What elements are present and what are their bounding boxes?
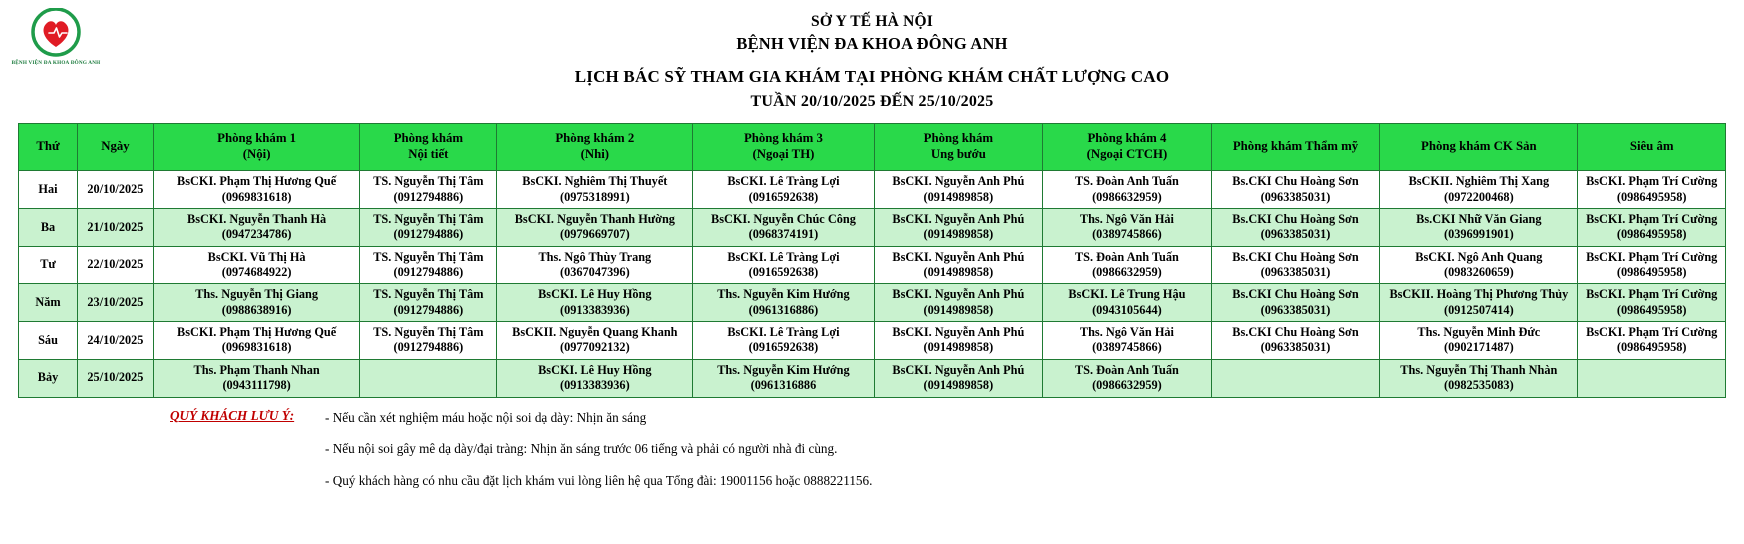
doctor-name: TS. Nguyễn Thị Tâm <box>373 174 484 189</box>
column-header-line2: (Ngoại CTCH) <box>1086 147 1168 162</box>
doctor-phone: (0986495958) <box>1616 227 1687 242</box>
note-line-1: - Nếu cần xét nghiệm máu hoặc nội soi dạ dày: Nhịn ăn sáng <box>325 409 647 425</box>
cell-doctor <box>1578 284 1726 322</box>
cell-weekday: Sáu <box>19 322 78 360</box>
doctor-phone: (0986495958) <box>1616 189 1687 204</box>
doctor-name: BsCKI. Nguyễn Thanh Hường <box>514 211 675 226</box>
column-header-line1: Phòng khám Thẩm mỹ <box>1232 139 1359 154</box>
doctor-name: Bs.CKI Nhữ Văn Giang <box>1416 211 1542 226</box>
doctor-phone: (0968374191) <box>748 227 819 242</box>
doctor-name: Bs.CKI Chu Hoàng Sơn <box>1232 249 1359 264</box>
cell-weekday: Bảy <box>19 359 78 397</box>
doctor-name: BsCKI. Phạm Trí Cường <box>1586 249 1718 264</box>
cell-weekday: Ba <box>19 208 78 246</box>
doctor-phone: (0916592638) <box>748 340 819 355</box>
table-row <box>19 208 1726 246</box>
cell-empty <box>360 359 497 397</box>
doctor-phone: (0977092132) <box>559 340 630 355</box>
column-header-phong-kham-4 <box>1043 124 1212 171</box>
doctor-phone: (0914989858) <box>923 189 994 204</box>
column-header-line1: Ngày <box>101 139 130 154</box>
cell-doctor <box>153 171 360 209</box>
doctor-name: Ths. Nguyễn Thị Giang <box>195 287 319 302</box>
page-subtitle: TUẦN 20/10/2025 ĐẾN 25/10/2025 <box>750 93 994 111</box>
cell-doctor <box>497 284 693 322</box>
cell-doctor <box>1380 359 1578 397</box>
doctor-phone: (0969831618) <box>221 189 292 204</box>
cell-doctor <box>497 208 693 246</box>
doctor-phone: (0986632959) <box>1092 189 1162 204</box>
cell-doctor <box>360 322 497 360</box>
doctor-name: BsCKI. Lê Tràng Lợi <box>727 249 840 264</box>
doctor-name: TS. Nguyễn Thị Tâm <box>373 325 484 340</box>
schedule-table-wrap <box>18 123 1726 397</box>
doctor-phone: (0982535083) <box>1444 378 1514 393</box>
doctor-phone: (0975318991) <box>559 189 630 204</box>
doctor-phone: (0389745866) <box>1092 340 1162 355</box>
doctor-name: Ths. Nguyễn Kim Hướng <box>717 362 850 377</box>
logo-heart-icon <box>29 8 83 58</box>
table-row <box>19 171 1726 209</box>
doctor-name: Bs.CKI Chu Hoàng Sơn <box>1232 174 1359 189</box>
doctor-name: TS. Nguyễn Thị Tâm <box>373 211 484 226</box>
doctor-phone: (0986495958) <box>1616 302 1687 317</box>
doctor-name: Bs.CKI Chu Hoàng Sơn <box>1232 211 1359 226</box>
doctor-name: BsCKI. Phạm Trí Cường <box>1586 325 1718 340</box>
doctor-name: BsCKI. Lê Tràng Lợi <box>727 325 840 340</box>
doctor-name: BsCKI. Phạm Thị Hương Quế <box>177 174 337 189</box>
cell-doctor <box>693 208 874 246</box>
doctor-phone: (0914989858) <box>923 264 994 279</box>
doctor-phone: (0912794886) <box>393 227 464 242</box>
doctor-name: Ths. Ngô Văn Hải <box>1079 211 1174 226</box>
column-header-line1: Siêu âm <box>1629 139 1674 154</box>
doctor-name: BsCKI. Nguyễn Thanh Hà <box>187 211 327 226</box>
column-header-line1: Thứ <box>36 139 60 154</box>
cell-doctor <box>874 359 1043 397</box>
doctor-phone: (0974684922) <box>221 264 292 279</box>
doctor-name: BsCKII. Nghiêm Thị Xang <box>1408 174 1550 189</box>
table-row <box>19 284 1726 322</box>
cell-doctor <box>1043 208 1212 246</box>
doctor-phone: (0988638916) <box>221 302 292 317</box>
note-line-3: - Quý khách hàng có nhu cầu đặt lịch khám vui lòng liên hệ qua Tổng đài: 19001156 hoặc 0888221156. <box>325 473 873 489</box>
doctor-name: Ths. Phạm Thanh Nhan <box>193 362 320 377</box>
column-header-line2: (Nội) <box>242 147 271 162</box>
column-header-line1: Phòng khám CK Sản <box>1421 139 1537 154</box>
notes-label: QUÝ KHÁCH LƯU Ý: <box>170 407 295 423</box>
cell-date: 22/10/2025 <box>78 246 154 284</box>
cell-doctor <box>874 284 1043 322</box>
cell-doctor <box>153 208 360 246</box>
column-header-phong-kham-1 <box>153 124 360 171</box>
column-header-ngay <box>78 124 154 171</box>
column-header-sieu-am <box>1578 124 1726 171</box>
doctor-name: BsCKI. Nguyễn Anh Phú <box>892 325 1025 340</box>
cell-doctor <box>1043 359 1212 397</box>
doctor-name: BsCKI. Phạm Trí Cường <box>1586 287 1718 302</box>
doctor-phone: (0943111798) <box>222 378 291 393</box>
cell-doctor <box>1380 322 1578 360</box>
doctor-name: BsCKI. Nguyễn Anh Phú <box>892 249 1025 264</box>
doctor-name: BsCKI. Lê Huy Hồng <box>538 362 652 377</box>
doctor-phone: (0963385031) <box>1260 340 1331 355</box>
table-row <box>19 322 1726 360</box>
doctor-phone: (0963385031) <box>1260 264 1331 279</box>
doctor-phone: (0947234786) <box>221 227 292 242</box>
column-header-line2: (Nhi) <box>580 147 610 162</box>
doctor-name: TS. Nguyễn Thị Tâm <box>373 287 484 302</box>
doctor-phone: (0913383936) <box>559 378 630 393</box>
hospital-logo <box>11 8 101 84</box>
column-header-noi-tiet <box>360 124 497 171</box>
cell-doctor <box>693 359 874 397</box>
cell-date: 21/10/2025 <box>78 208 154 246</box>
cell-date: 25/10/2025 <box>78 359 154 397</box>
doctor-phone: (0986632959) <box>1092 378 1162 393</box>
cell-doctor <box>1578 322 1726 360</box>
doctor-name: TS. Đoàn Anh Tuấn <box>1074 362 1179 377</box>
doctor-name: Ths. Nguyễn Thị Thanh Nhàn <box>1400 362 1558 377</box>
cell-doctor <box>1043 171 1212 209</box>
doctor-phone: (0916592638) <box>748 189 819 204</box>
doctor-phone: (0963385031) <box>1260 227 1331 242</box>
cell-doctor <box>497 171 693 209</box>
document-header <box>0 0 1744 111</box>
column-header-line1: Phòng khám 1 <box>217 131 297 146</box>
cell-doctor <box>1578 171 1726 209</box>
cell-doctor <box>1578 246 1726 284</box>
doctor-name: BsCKI. Ngô Anh Quang <box>1415 249 1543 264</box>
doctor-phone: (0913383936) <box>559 302 630 317</box>
cell-doctor <box>874 208 1043 246</box>
doctor-name: BsCKI. Phạm Thị Hương Quế <box>177 325 337 340</box>
doctor-name: BsCKI. Nguyễn Anh Phú <box>892 362 1025 377</box>
org-name-hospital: BỆNH VIỆN ĐA KHOA ĐÔNG ANH <box>736 33 1008 53</box>
cell-doctor <box>1211 322 1380 360</box>
cell-date: 20/10/2025 <box>78 171 154 209</box>
cell-doctor <box>153 359 360 397</box>
cell-date: 23/10/2025 <box>78 284 154 322</box>
column-header-tham-my <box>1211 124 1380 171</box>
cell-doctor <box>1211 171 1380 209</box>
column-header-line2: (Ngoại TH) <box>752 147 815 162</box>
doctor-name: Ths. Nguyễn Minh Đức <box>1417 325 1541 340</box>
doctor-name: Ths. Nguyễn Kim Hướng <box>717 287 850 302</box>
cell-doctor <box>360 208 497 246</box>
org-name-department: SỞ Y TẾ HÀ NỘI <box>811 13 933 30</box>
doctor-name: BsCKI. Nguyễn Chúc Công <box>711 211 856 226</box>
doctor-name: BsCKI. Nguyễn Anh Phú <box>892 287 1025 302</box>
cell-weekday: Hai <box>19 171 78 209</box>
doctor-phone: (0986495958) <box>1616 264 1687 279</box>
page-title: LỊCH BÁC SỸ THAM GIA KHÁM TẠI PHÒNG KHÁM CHẤT LƯỢNG CAO <box>574 67 1170 87</box>
cell-doctor <box>1211 246 1380 284</box>
cell-doctor <box>1380 284 1578 322</box>
table-row <box>19 246 1726 284</box>
table-header-row <box>19 124 1726 171</box>
doctor-name: Bs.CKI Chu Hoàng Sơn <box>1232 287 1359 302</box>
doctor-name: BsCKI. Vũ Thị Hà <box>207 249 306 264</box>
doctor-name: BsCKI. Lê Tràng Lợi <box>727 174 840 189</box>
column-header-line1: Phòng khám <box>923 131 994 146</box>
doctor-name: TS. Đoàn Anh Tuấn <box>1074 249 1179 264</box>
doctor-phone: (0396991901) <box>1444 227 1514 242</box>
column-header-line1: Phòng khám 3 <box>743 131 823 146</box>
cell-doctor <box>1380 208 1578 246</box>
cell-doctor <box>1043 246 1212 284</box>
doctor-phone: (0972200468) <box>1444 189 1514 204</box>
schedule-table <box>18 123 1726 397</box>
cell-weekday: Tư <box>19 246 78 284</box>
cell-doctor <box>693 171 874 209</box>
column-header-thu <box>19 124 78 171</box>
cell-doctor <box>153 322 360 360</box>
cell-doctor <box>1578 208 1726 246</box>
cell-doctor <box>497 246 693 284</box>
doctor-phone: (0916592638) <box>748 264 819 279</box>
doctor-phone: (0912507414) <box>1444 302 1514 317</box>
cell-doctor <box>153 246 360 284</box>
doctor-name: TS. Đoàn Anh Tuấn <box>1074 174 1179 189</box>
doctor-phone: (0986632959) <box>1092 264 1162 279</box>
doctor-phone: (0389745866) <box>1092 227 1162 242</box>
doctor-name: BsCKI. Lê Trung Hậu <box>1068 287 1186 302</box>
doctor-name: Ths. Ngô Thùy Trang <box>538 249 652 264</box>
cell-doctor <box>1043 322 1212 360</box>
doctor-name: BsCKI. Nguyễn Anh Phú <box>892 211 1025 226</box>
cell-doctor <box>1380 171 1578 209</box>
cell-doctor <box>360 171 497 209</box>
cell-doctor <box>874 246 1043 284</box>
cell-doctor <box>497 359 693 397</box>
column-header-line2: Ung bướu <box>930 147 986 162</box>
cell-doctor <box>874 322 1043 360</box>
doctor-name: BsCKI. Nguyễn Anh Phú <box>892 174 1025 189</box>
column-header-phong-kham-3 <box>693 124 874 171</box>
note-line-2: - Nếu nội soi gây mê dạ dày/đại tràng: Nhịn ăn sáng trước 06 tiếng và phải có người nhà đi cùng. <box>325 441 838 457</box>
doctor-phone: (0912794886) <box>393 302 464 317</box>
cell-doctor <box>1211 284 1380 322</box>
doctor-phone: (0914989858) <box>923 340 994 355</box>
column-header-line1: Phòng khám <box>393 131 464 146</box>
schedule-table-body <box>19 171 1726 397</box>
notes-section <box>0 408 1744 491</box>
doctor-phone: (0914989858) <box>923 378 994 393</box>
doctor-name: Ths. Ngô Văn Hải <box>1079 325 1174 340</box>
column-header-ung-buou <box>874 124 1043 171</box>
doctor-phone: (0914989858) <box>923 302 994 317</box>
cell-doctor <box>693 322 874 360</box>
doctor-phone: (0969831618) <box>221 340 292 355</box>
doctor-phone: (0912794886) <box>393 264 464 279</box>
cell-doctor <box>1211 208 1380 246</box>
cell-doctor <box>693 284 874 322</box>
doctor-phone: (0912794886) <box>393 340 464 355</box>
doctor-phone: (0914989858) <box>923 227 994 242</box>
logo-caption: BỆNH VIỆN ĐA KHOA ĐÔNG ANH <box>11 60 101 66</box>
cell-doctor <box>1043 284 1212 322</box>
doctor-phone: (0963385031) <box>1260 189 1331 204</box>
doctor-name: Bs.CKI Chu Hoàng Sơn <box>1232 325 1359 340</box>
column-header-phong-kham-2 <box>497 124 693 171</box>
cell-empty <box>1578 359 1726 397</box>
doctor-name: TS. Nguyễn Thị Tâm <box>373 249 484 264</box>
cell-doctor <box>693 246 874 284</box>
table-row <box>19 359 1726 397</box>
cell-doctor <box>360 284 497 322</box>
doctor-phone: (0983260659) <box>1444 264 1514 279</box>
doctor-phone: (0912794886) <box>393 189 464 204</box>
cell-doctor <box>153 284 360 322</box>
cell-empty <box>1211 359 1380 397</box>
doctor-phone: (0963385031) <box>1260 302 1331 317</box>
doctor-name: BsCKI. Nghiêm Thị Thuyết <box>522 174 668 189</box>
cell-doctor <box>874 171 1043 209</box>
doctor-name: BsCKII. Nguyễn Quang Khanh <box>512 325 678 340</box>
cell-doctor <box>1380 246 1578 284</box>
doctor-phone: (0902171487) <box>1444 340 1514 355</box>
doctor-phone: (0943105644) <box>1092 302 1162 317</box>
doctor-name: BsCKI. Phạm Trí Cường <box>1586 211 1718 226</box>
doctor-phone: (0986495958) <box>1616 340 1687 355</box>
doctor-name: BsCKI. Lê Huy Hồng <box>538 287 652 302</box>
doctor-name: BsCKII. Hoàng Thị Phương Thủy <box>1389 287 1569 302</box>
doctor-phone: (0367047396) <box>559 264 630 279</box>
column-header-line1: Phòng khám 4 <box>1087 131 1167 146</box>
cell-doctor <box>497 322 693 360</box>
doctor-name: BsCKI. Phạm Trí Cường <box>1586 174 1718 189</box>
column-header-line1: Phòng khám 2 <box>555 131 635 146</box>
doctor-phone: (0961316886) <box>748 302 819 317</box>
cell-doctor <box>360 246 497 284</box>
cell-weekday: Năm <box>19 284 78 322</box>
doctor-phone: (0961316886 <box>750 378 817 393</box>
column-header-line2: Nội tiết <box>408 147 449 162</box>
column-header-ck-san <box>1380 124 1578 171</box>
cell-date: 24/10/2025 <box>78 322 154 360</box>
doctor-phone: (0979669707) <box>559 227 630 242</box>
